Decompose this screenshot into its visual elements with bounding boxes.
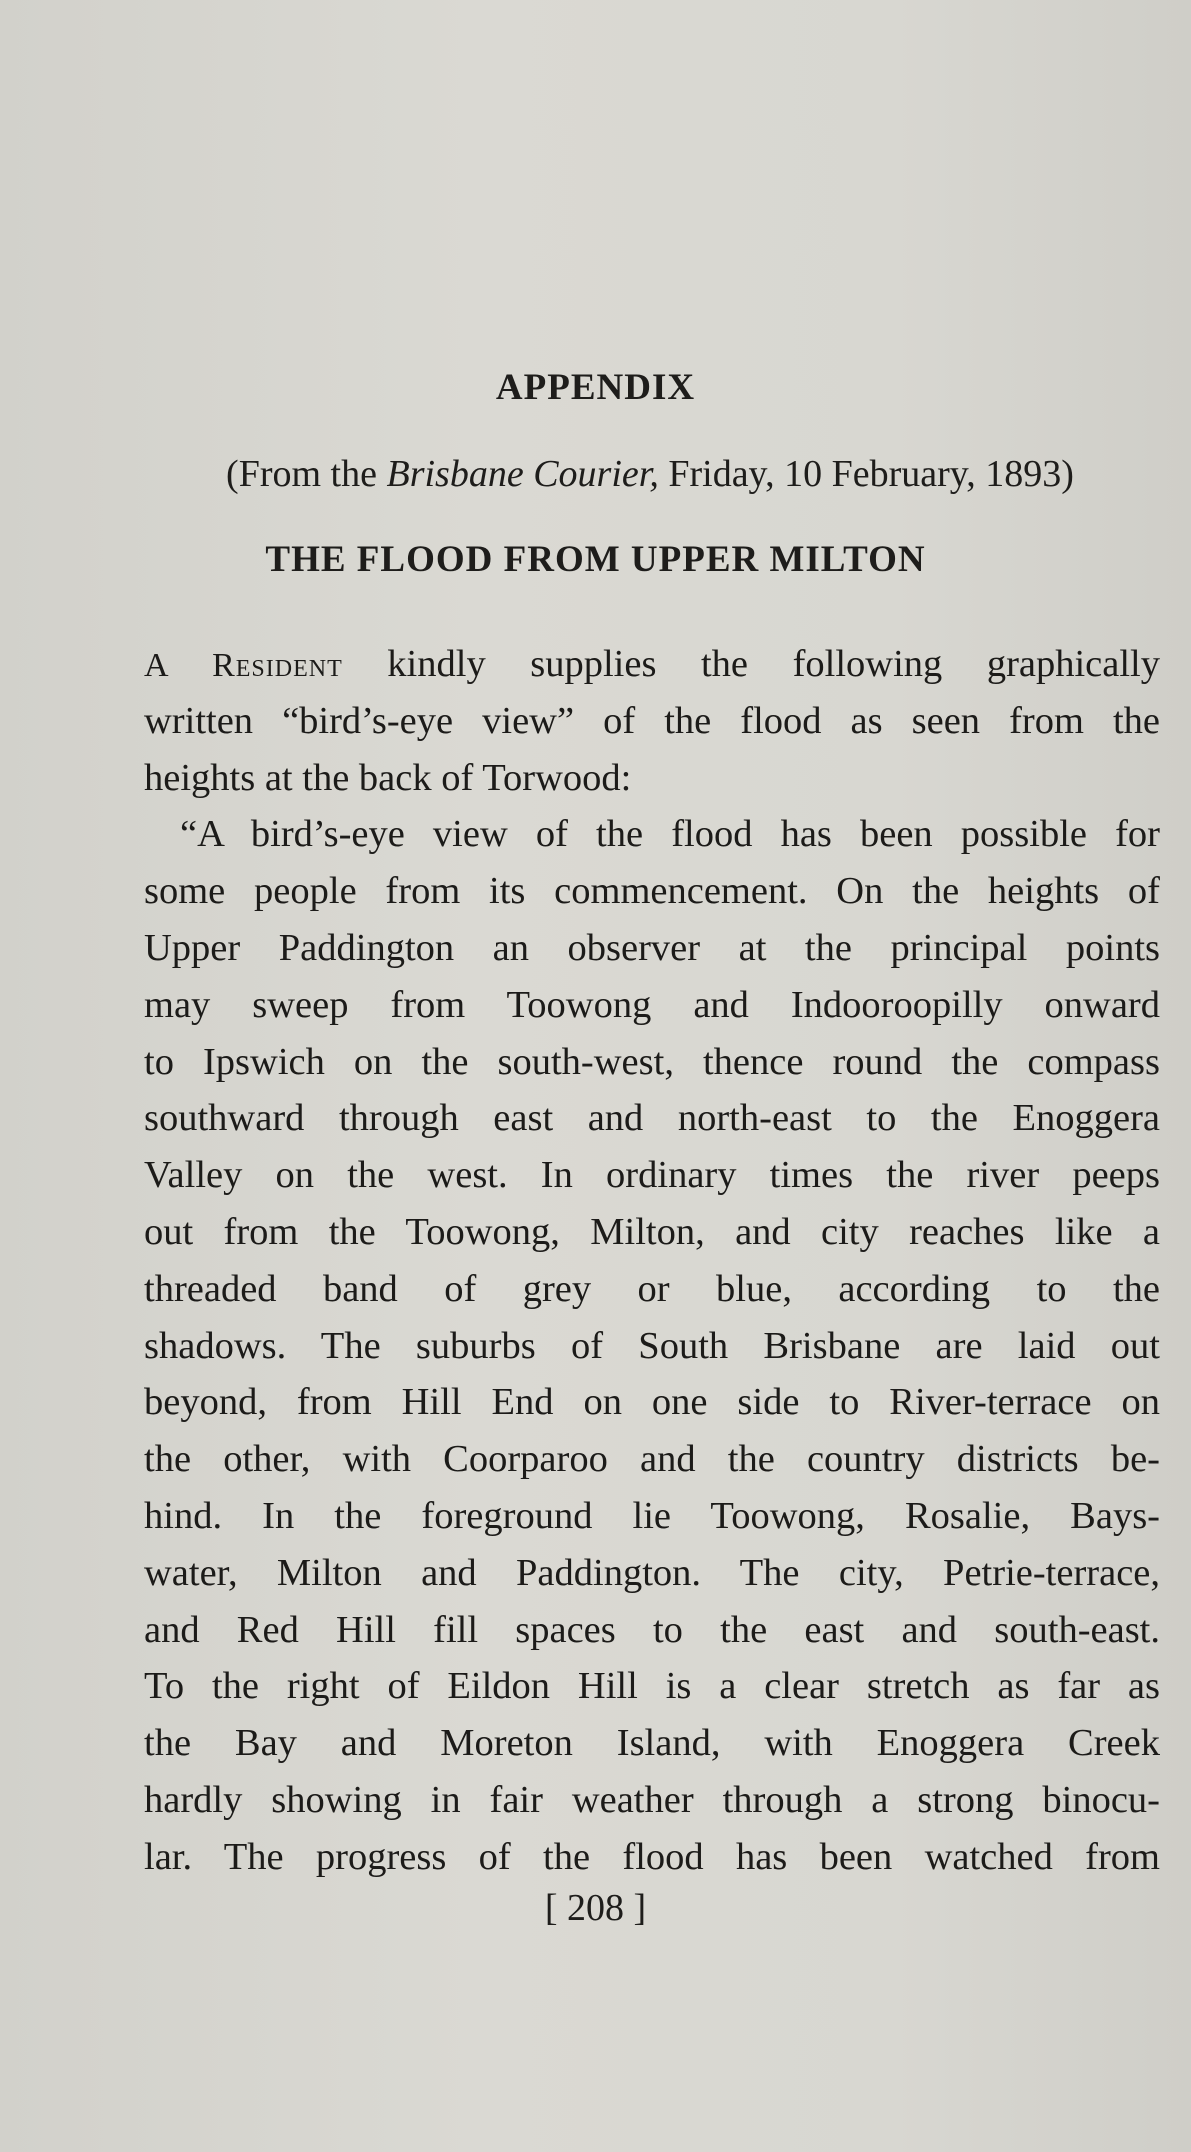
source-citation	[150, 452, 1150, 496]
body-line: shadows. The suburbs of South Brisbane are laid out	[144, 1324, 1160, 1367]
body-line: hardly showing in fair weather through a strong binocu-	[144, 1778, 1160, 1821]
body-line: lar. The progress of the flood has been watched from	[144, 1835, 1160, 1878]
lead-smallcaps: A Resident	[144, 647, 343, 684]
body-line: may sweep from Toowong and Indooroopilly onward	[144, 983, 1160, 1026]
article-title: THE FLOOD FROM UPPER MILTON	[265, 539, 926, 580]
source-prefix: (From the	[226, 453, 387, 495]
body-line: Upper Paddington an observer at the principal points	[144, 926, 1160, 969]
body-line: the other, with Coorparoo and the country districts be-	[144, 1438, 1160, 1481]
body-line: water, Milton and Paddington. The city, Petrie-terrace,	[144, 1551, 1160, 1594]
body-line: and Red Hill fill spaces to the east and south-east.	[144, 1608, 1160, 1651]
body-line-opening	[144, 636, 1160, 693]
body-line: written “bird’s-eye view” of the flood as seen from the	[144, 699, 1160, 742]
lead-rest: kindly supplies the following graphically	[342, 643, 1160, 685]
appendix-heading: APPENDIX	[495, 367, 696, 408]
body-line: To the right of Eildon Hill is a clear stretch as far as	[144, 1665, 1160, 1708]
body-line: the Bay and Moreton Island, with Enoggera Creek	[144, 1722, 1160, 1765]
source-suffix: Friday, 10 February, 1893)	[658, 453, 1074, 495]
body-line: Valley on the west. In ordinary times the river peeps	[144, 1154, 1160, 1197]
source-publication: Brisbane Courier,	[386, 453, 659, 495]
body-line: beyond, from Hill End on one side to River-terrace on	[144, 1381, 1160, 1424]
body-line: southward through east and north-east to the Enoggera	[144, 1097, 1160, 1140]
body-line: threaded band of grey or blue, according to the	[144, 1267, 1160, 1310]
body-line: out from the Toowong, Milton, and city reaches like a	[144, 1210, 1160, 1253]
body-line: hind. In the foreground lie Toowong, Rosalie, Bays-	[144, 1494, 1160, 1537]
article-body	[144, 636, 1160, 1886]
body-line: “A bird’s-eye view of the flood has been possible for	[180, 813, 1160, 856]
body-line: some people from its commencement. On the heights of	[144, 870, 1160, 913]
page-number: [ 208 ]	[544, 1887, 647, 1929]
body-line: to Ipswich on the south-west, thence round the compass	[144, 1040, 1160, 1083]
body-line: heights at the back of Torwood:	[144, 756, 632, 799]
